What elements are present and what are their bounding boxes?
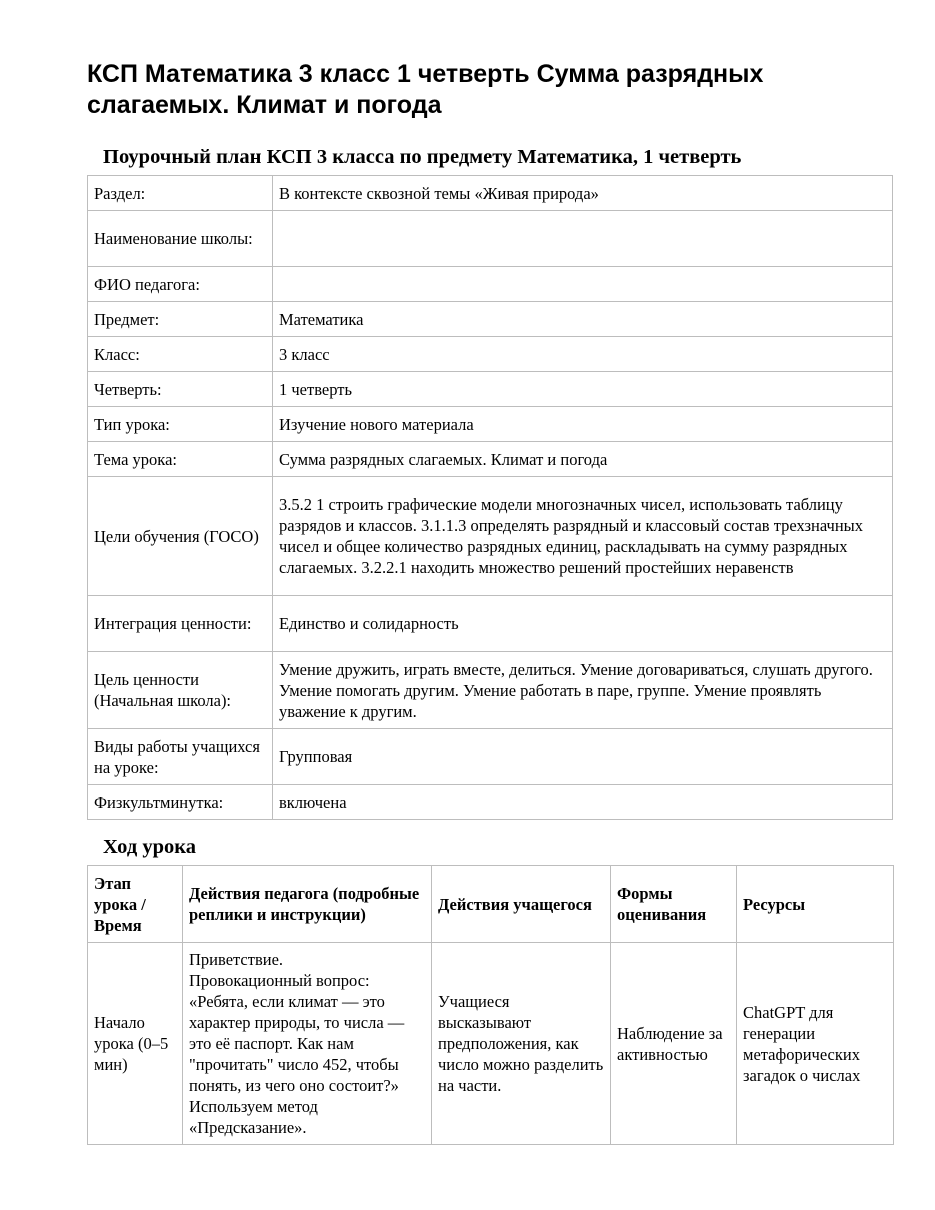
info-label: Тип урока: bbox=[88, 407, 273, 442]
teacher-line: Используем метод «Предсказание». bbox=[189, 1097, 318, 1137]
info-value: Групповая bbox=[273, 729, 893, 785]
info-value: Изучение нового материала bbox=[273, 407, 893, 442]
teacher-line: Приветствие. bbox=[189, 950, 284, 969]
lesson-assessment: Наблюдение за активностью bbox=[611, 943, 737, 1145]
info-label: Цели обучения (ГОСО) bbox=[88, 477, 273, 596]
info-row-physical-break bbox=[88, 785, 893, 820]
lesson-flow-table bbox=[87, 865, 894, 1145]
info-label: Четверть: bbox=[88, 372, 273, 407]
info-label: Физкультминутка: bbox=[88, 785, 273, 820]
header-resources: Ресурсы bbox=[737, 866, 894, 943]
info-row-value-goal bbox=[88, 652, 893, 729]
lesson-teacher-actions bbox=[183, 943, 432, 1145]
info-label: Раздел: bbox=[88, 176, 273, 211]
teacher-line: Провокационный вопрос: «Ребята, если климат — это характер природы, то числа — это её паспорт. Как нам "прочитать" число 452, чтобы понять, из чего оно состоит?» bbox=[189, 971, 405, 1095]
info-row-lesson-type bbox=[88, 407, 893, 442]
info-value: 3.5.2 1 строить графические модели многозначных чисел, использовать таблицу разрядов и классов. 3.1.1.3 определять разрядный и классовый состав трехзначных чисел и общее количество разрядных единиц, раскладывать на сумму разрядных слагаемых. 3.2.2.1 находить множество решений простейших неравенств bbox=[273, 477, 893, 596]
info-label: ФИО педагога: bbox=[88, 267, 273, 302]
info-label: Класс: bbox=[88, 337, 273, 372]
info-row-objectives bbox=[88, 477, 893, 596]
info-value: включена bbox=[273, 785, 893, 820]
info-row-values bbox=[88, 596, 893, 652]
info-value bbox=[273, 211, 893, 267]
info-value: В контексте сквозной темы «Живая природа» bbox=[273, 176, 893, 211]
header-student-actions: Действия учащегося bbox=[432, 866, 611, 943]
info-label: Тема урока: bbox=[88, 442, 273, 477]
info-row-work-types bbox=[88, 729, 893, 785]
lesson-heading: Ход урока bbox=[103, 836, 196, 858]
info-row-grade bbox=[88, 337, 893, 372]
plan-heading: Поурочный план КСП 3 класса по предмету Математика, 1 четверть bbox=[103, 146, 742, 168]
lesson-resources: ChatGPT для генерации метафорических загадок о числах bbox=[737, 943, 894, 1145]
lesson-row bbox=[88, 943, 894, 1145]
info-value: Сумма разрядных слагаемых. Климат и погода bbox=[273, 442, 893, 477]
document-title: КСП Математика 3 класс 1 четверть Сумма разрядных слагаемых. Климат и погода bbox=[87, 60, 764, 119]
info-row-topic bbox=[88, 442, 893, 477]
document-page bbox=[87, 0, 893, 1145]
info-value: 1 четверть bbox=[273, 372, 893, 407]
header-teacher-actions: Действия педагога (подробные реплики и инструкции) bbox=[183, 866, 432, 943]
info-value: 3 класс bbox=[273, 337, 893, 372]
info-value: Единство и солидарность bbox=[273, 596, 893, 652]
info-row-teacher bbox=[88, 267, 893, 302]
info-value: Математика bbox=[273, 302, 893, 337]
info-label: Предмет: bbox=[88, 302, 273, 337]
lesson-student-actions: Учащиеся высказывают предположения, как число можно разделить на части. bbox=[432, 943, 611, 1145]
info-label: Наименование школы: bbox=[88, 211, 273, 267]
lesson-info-table bbox=[87, 175, 893, 820]
info-value: Умение дружить, играть вместе, делиться. Умение договариваться, слушать другого. Умение помогать другим. Умение работать в паре, группе. Умение проявлять уважение к другим. bbox=[273, 652, 893, 729]
info-row-section bbox=[88, 176, 893, 211]
info-row-school bbox=[88, 211, 893, 267]
info-row-subject bbox=[88, 302, 893, 337]
info-label: Интеграция ценности: bbox=[88, 596, 273, 652]
info-row-quarter bbox=[88, 372, 893, 407]
info-label: Виды работы учащихся на уроке: bbox=[88, 729, 273, 785]
header-assessment: Формы оценивания bbox=[611, 866, 737, 943]
header-stage: Этап урока / Время bbox=[88, 866, 183, 943]
lesson-header-row bbox=[88, 866, 894, 943]
info-value bbox=[273, 267, 893, 302]
info-label: Цель ценности (Начальная школа): bbox=[88, 652, 273, 729]
lesson-stage: Начало урока (0–5 мин) bbox=[88, 943, 183, 1145]
